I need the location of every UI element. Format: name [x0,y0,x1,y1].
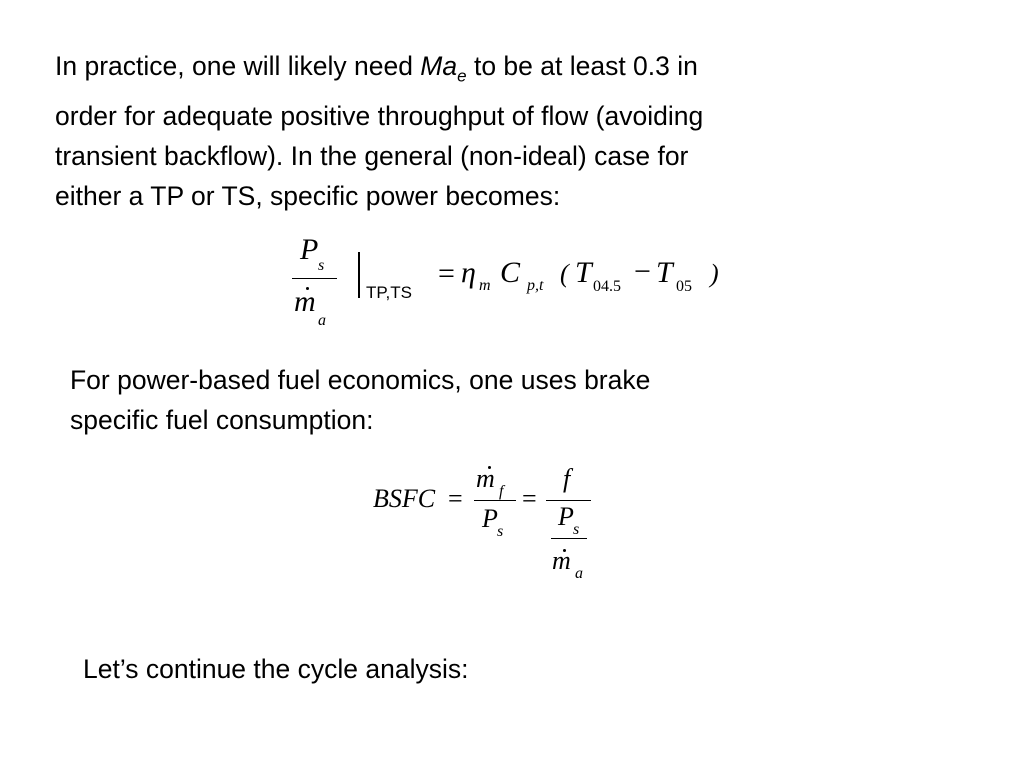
heat-capacity-symbol: C [500,256,521,289]
efficiency-subscript: m [479,277,491,294]
temperature-symbol-1: T [575,256,592,289]
fuel-flow-subscript: f [499,483,504,500]
bsfc-line-2: specific fuel consumption: [70,405,374,435]
intro-line-4: either a TP or TS, specific power becomes: [55,181,561,212]
efficiency-symbol: η [461,256,476,289]
air-flow-subscript: a [575,565,583,582]
right-paren: ) [710,259,719,288]
temperature-subscript-2: 05 [676,278,692,295]
minus-sign: − [634,255,651,288]
equals-sign-2: = [522,484,537,513]
continue-line: Let’s continue the cycle analysis: [83,654,469,684]
power-subscript: s [318,257,325,274]
fraction-bar-2 [546,500,591,501]
intro-line-2: order for adequate positive throughput of flow (avoiding [55,101,704,132]
temperature-symbol-2: T [656,256,673,289]
fraction-bar-1 [474,500,516,501]
temperature-subscript-1: 04.5 [593,278,621,295]
equals-sign-1: = [448,484,463,513]
power-subscript-2: s [573,521,580,538]
mass-flow-subscript: a [318,312,326,329]
heat-capacity-subscript: p,t [527,277,544,294]
power-symbol: P [300,233,319,266]
air-flow-symbol: m [552,546,571,575]
power-symbol: P [482,504,498,533]
continue-paragraph [83,649,883,689]
intro-line-1: In practice, one will likely need $Ma_e$ to be at least 0.3 in [55,51,698,86]
intro-line-3: transient backflow). In the general (non-ideal) case for [55,141,689,172]
fuel-flow-symbol: m [476,464,495,493]
bsfc-line-1: For power-based fuel economics, one uses brake [70,365,651,395]
mass-flow-symbol: m [294,285,316,318]
mach-subscript: e [457,66,467,86]
fuel-air-ratio-symbol: f [563,464,571,493]
fraction-bar-3 [551,538,587,539]
bsfc-label: BSFC [373,484,436,513]
mach-symbol: Ma [420,51,458,81]
equals-sign: = [438,257,455,290]
power-symbol-2: P [558,502,574,531]
power-subscript: s [497,523,504,540]
evaluation-subscript: TP,TS [366,283,412,302]
left-paren: ( [560,259,569,288]
